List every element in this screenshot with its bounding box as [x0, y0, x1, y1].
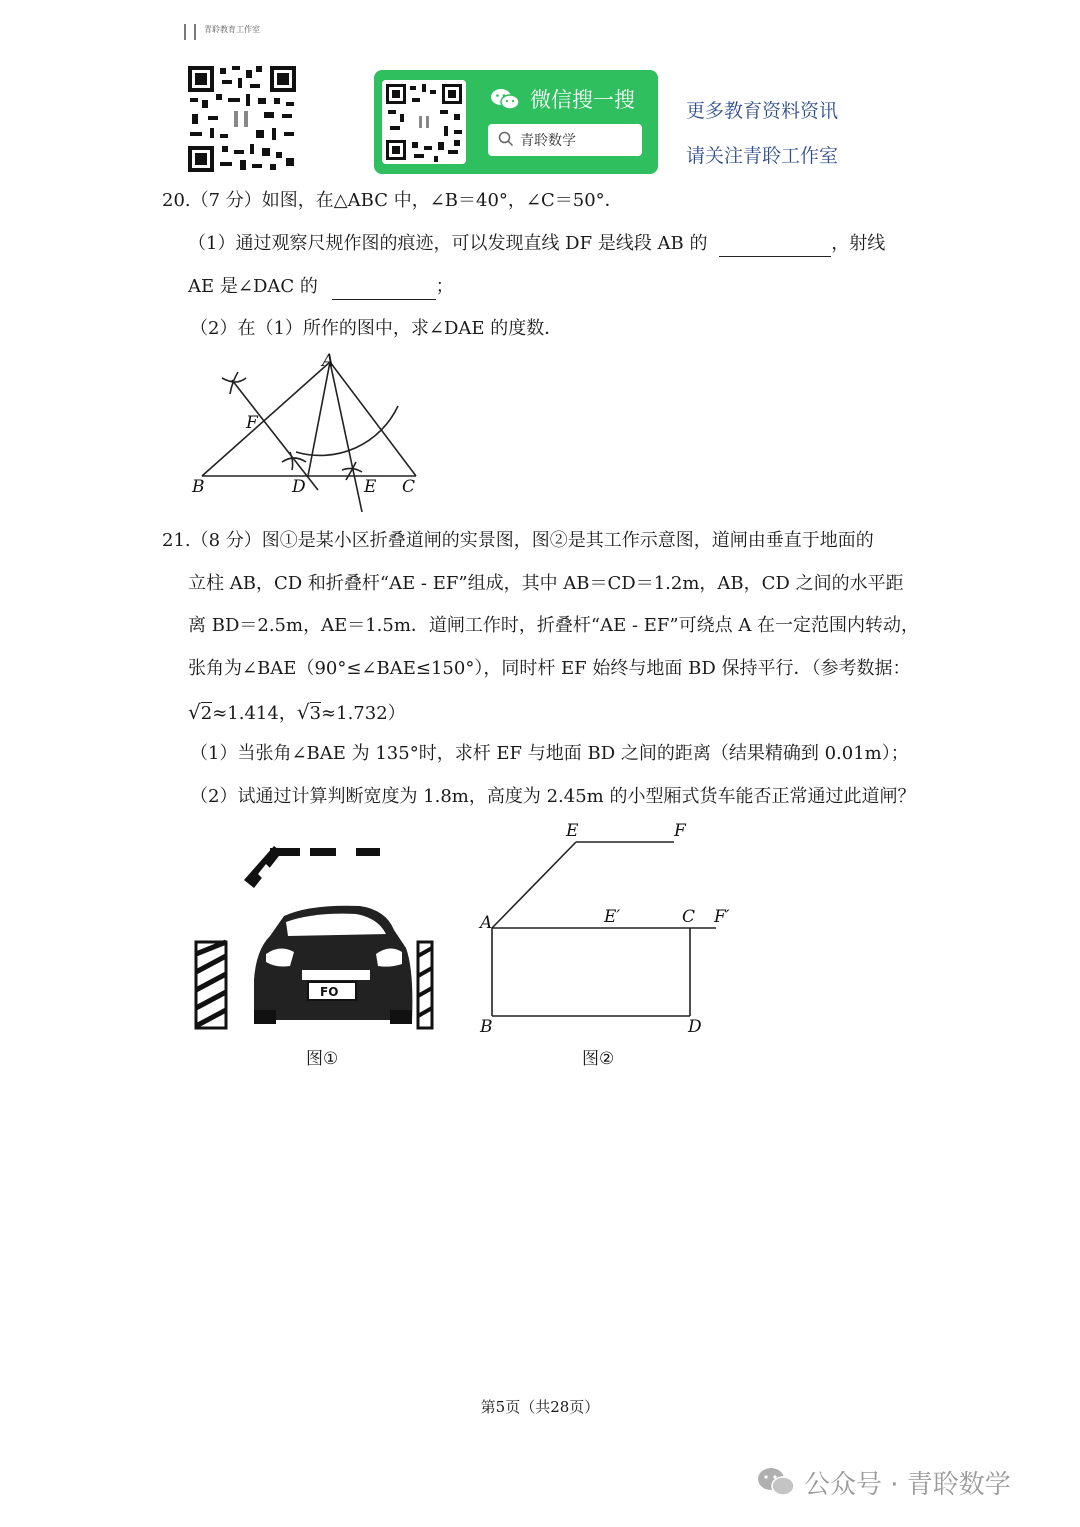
q20-blank-2	[332, 275, 436, 300]
approx-2: ≈1.732）	[321, 703, 406, 724]
line-df	[232, 380, 318, 490]
promo-line-1: 更多教育资料资讯	[686, 100, 839, 122]
q21-line-4: 张角为∠BAE（90°≤∠BAE≤150°），同时杆 EF 始终与地面 BD 保持平行．（参考数据：	[188, 658, 911, 679]
label-c: C	[682, 907, 696, 927]
watermark-text: 公众号 · 青聆数学	[804, 1470, 1011, 1500]
label-a: A	[480, 913, 493, 933]
q21-part1: （1）当张角∠BAE 为 135°时，求杆 EF 与地面 BD 之间的距离（结果精确到 0.01m）；	[190, 743, 909, 764]
qr-code	[186, 64, 298, 174]
left-pillar	[196, 942, 226, 1028]
sqrt-sign-2: √	[296, 700, 310, 724]
promo-line-2: 请关注青聆工作室	[686, 145, 839, 167]
q20-part1-text-c: AE 是∠DAC 的	[188, 276, 318, 297]
q21-part2: （2）试通过计算判断宽度为 1.8m，高度为 2.45m 的小型厢式货车能否正常通过此道闸？	[190, 786, 916, 807]
label-e: E	[566, 821, 579, 841]
q21-line-3: 离 BD＝2.5m，AE＝1.5m．道闸工作时，折叠杆“AE - EF”可绕点 A 在一定范围内转动，	[188, 615, 920, 636]
wechat-search-card	[374, 70, 658, 174]
right-pillar	[418, 942, 432, 1028]
car-plate: FO	[320, 985, 339, 999]
label-f: F	[674, 821, 686, 841]
wechat-watermark-icon	[756, 1466, 796, 1498]
q20-part1-text-a: （1）通过观察尺规作图的痕迹，可以发现直线 DF 是线段 AB 的	[188, 233, 708, 254]
label-f-prime: F′	[714, 907, 730, 927]
wechat-search-text: 青聆数学	[520, 133, 576, 149]
q20-part1-text-b: ，射线	[831, 233, 886, 254]
q20-part1-text-d: ；	[435, 276, 454, 297]
label-d: D	[292, 477, 306, 497]
q20-triangle-figure	[186, 350, 436, 518]
label-b: B	[192, 477, 205, 497]
gate-arm	[244, 846, 380, 888]
label-c: C	[402, 477, 416, 497]
q20-part1-line2	[188, 275, 454, 300]
label-a: A	[322, 351, 335, 371]
figure-1-caption: 图①	[306, 1049, 339, 1069]
search-icon	[498, 131, 514, 147]
q21-schematic-figure	[470, 816, 750, 1040]
label-e: E	[364, 477, 377, 497]
figure-2-caption: 图②	[582, 1049, 615, 1069]
sqrt-sign-1: √	[188, 700, 201, 724]
wechat-search-box	[488, 124, 642, 156]
wechat-qr-code	[382, 80, 466, 164]
q20-blank-1	[719, 232, 831, 257]
wechat-icon	[490, 87, 520, 111]
studio-logo	[184, 22, 274, 42]
label-f: F	[246, 413, 258, 433]
compass-arc-bottom-2	[290, 452, 293, 470]
label-b: B	[480, 1017, 493, 1037]
q21-line-1: 21.（8 分）图①是某小区折叠道闸的实景图，图②是其工作示意图，道闸由垂直于地面的	[162, 530, 874, 551]
q21-line-2: 立柱 AB，CD 和折叠杆“AE - EF”组成，其中 AB＝CD＝1.2m，AB，CD 之间的水平距	[188, 573, 904, 594]
page-number: 第5页（共28页）	[480, 1398, 600, 1416]
label-e-prime: E′	[604, 907, 621, 927]
wechat-search-title: 微信搜一搜	[530, 88, 635, 112]
segment-ae	[492, 842, 576, 928]
q20-part1-line1	[188, 232, 885, 257]
q21-line-5	[188, 700, 406, 726]
sqrt-radicand-2: 3	[309, 703, 322, 724]
logo-text: 青聆教育工作室	[204, 25, 260, 34]
q21-photo-figure	[190, 830, 440, 1040]
q20-stem: 20.（7 分）如图，在△ABC 中，∠B＝40°，∠C＝50°．	[162, 190, 623, 211]
logo-mark	[184, 24, 196, 40]
approx-1: ≈1.414，	[212, 703, 297, 724]
car	[254, 906, 412, 1024]
q20-part2: （2）在（1）所作的图中，求∠DAE 的度数．	[190, 318, 563, 339]
label-d: D	[688, 1017, 702, 1037]
sqrt-radicand-1: 2	[200, 703, 213, 724]
